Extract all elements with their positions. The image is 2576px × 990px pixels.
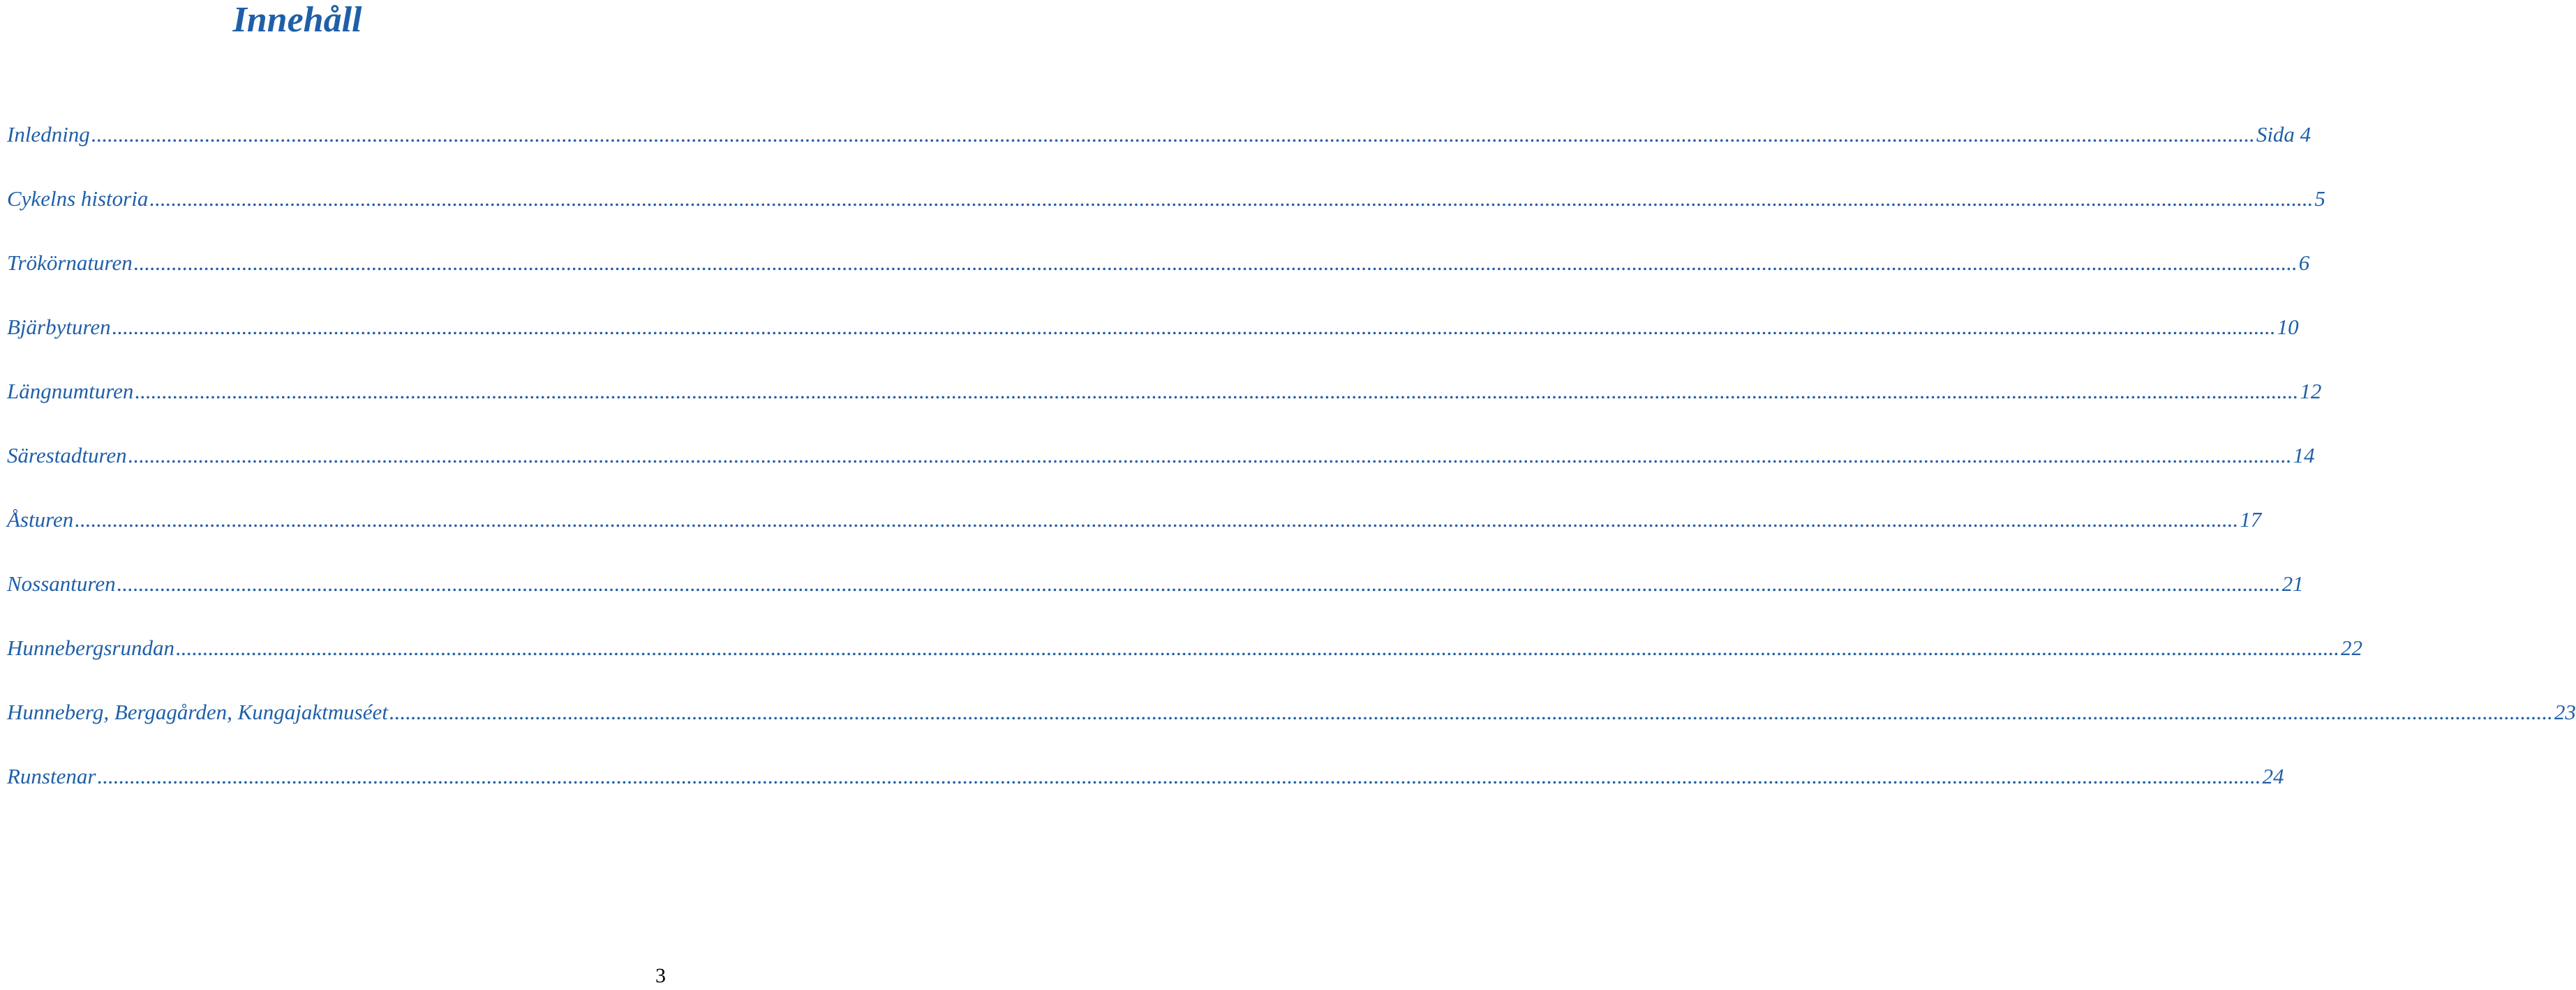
toc-entry-page: 23	[2554, 700, 2576, 724]
toc-entry[interactable]	[7, 183, 2325, 247]
toc-entry-page: 21	[2281, 571, 2304, 596]
toc-entry-page: 10	[2277, 315, 2299, 339]
toc-entry[interactable]	[7, 632, 2362, 696]
toc-leader-dots: ................................................................................................................................................................................................................................................................................................................................................................................................................	[389, 700, 2553, 724]
toc-entry[interactable]	[7, 247, 2310, 311]
toc-leader-dots: ................................................................................................................................................................................................................................................................................................................................................................................................................	[135, 379, 2299, 403]
toc-entry-label: Inledning	[7, 122, 90, 147]
toc-leader-dots: ................................................................................................................................................................................................................................................................................................................................................................................................................	[112, 315, 2276, 339]
toc-entry-label: Hunnebergsrundan	[7, 636, 174, 660]
page-number: 3	[655, 964, 666, 987]
toc-entry-label: Längnumturen	[7, 379, 134, 403]
toc-entry-label: Trökörnaturen	[7, 250, 133, 275]
toc-leader-dots: ................................................................................................................................................................................................................................................................................................................................................................................................................	[97, 764, 2261, 788]
toc-entry-label: Särestadturen	[7, 443, 127, 467]
toc-entry-label: Hunneberg, Bergagården, Kungajaktmuséet	[7, 700, 388, 724]
toc-entry-page: 24	[2262, 764, 2284, 788]
toc-entry[interactable]	[7, 440, 2315, 504]
toc-entry-label: Runstenar	[7, 764, 96, 788]
toc-leader-dots: ................................................................................................................................................................................................................................................................................................................................................................................................................	[128, 443, 2292, 467]
toc-entry[interactable]	[7, 119, 2311, 183]
toc-entry-page: 5	[2314, 186, 2325, 211]
toc-entry[interactable]	[7, 504, 2262, 568]
toc-entry-page: 22	[2340, 636, 2362, 660]
toc-entry-page: 17	[2240, 507, 2262, 532]
toc-entry-label: Cykelns historia	[7, 186, 149, 211]
toc-leader-dots: ................................................................................................................................................................................................................................................................................................................................................................................................................	[133, 250, 2298, 275]
toc-entry[interactable]	[7, 311, 2299, 375]
toc-entry-page: 14	[2293, 443, 2315, 467]
page-title: Innehåll	[232, 0, 362, 40]
toc-leader-dots: ................................................................................................................................................................................................................................................................................................................................................................................................................	[91, 122, 2255, 147]
toc-entry-label: Bjärbyturen	[7, 315, 111, 339]
toc-entry[interactable]	[7, 696, 2576, 760]
toc-entry-label: Nossanturen	[7, 571, 116, 596]
toc-entry-page: Sida 4	[2256, 122, 2311, 147]
toc-entry-label: Åsturen	[7, 507, 74, 532]
toc-leader-dots: ................................................................................................................................................................................................................................................................................................................................................................................................................	[117, 571, 2281, 596]
toc-entry[interactable]	[7, 760, 2284, 825]
toc-entry-page: 6	[2298, 250, 2310, 275]
toc-entry-page: 12	[2300, 379, 2322, 403]
table-of-contents	[7, 119, 2576, 825]
toc-leader-dots: ................................................................................................................................................................................................................................................................................................................................................................................................................	[175, 636, 2339, 660]
toc-leader-dots: ................................................................................................................................................................................................................................................................................................................................................................................................................	[149, 186, 2314, 211]
toc-entry[interactable]	[7, 568, 2304, 632]
toc-entry[interactable]	[7, 375, 2322, 440]
toc-leader-dots: ................................................................................................................................................................................................................................................................................................................................................................................................................	[75, 507, 2239, 532]
